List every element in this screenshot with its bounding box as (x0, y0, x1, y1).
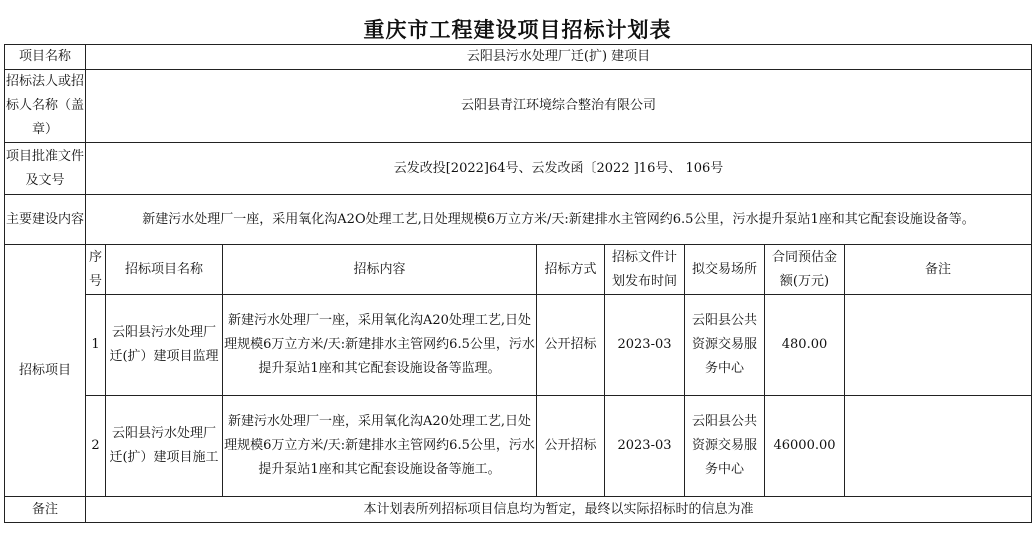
approval-label: 项目批准文件及文号 (5, 143, 86, 195)
header-seq: 序号 (86, 245, 106, 295)
project-name-value: 云阳县污水处理厂迁(扩) 建项目 (86, 45, 1032, 70)
item-name: 云阳县污水处理厂迁(扩）建项目施工 (106, 396, 223, 497)
item-venue: 云阳县公共资源交易服务中心 (685, 396, 765, 497)
document-title: 重庆市工程建设项目招标计划表 (363, 17, 672, 42)
tenderer-label: 招标法人或招标人名称（盖章） (5, 70, 86, 143)
item-method: 公开招标 (537, 295, 605, 396)
item-time: 2023-03 (605, 295, 685, 396)
approval-value: 云发改投[2022]64号、云发改函〔2022 ]16号、 106号 (86, 143, 1032, 195)
header-venue: 拟交易场所 (685, 245, 765, 295)
row-remark (5, 497, 1032, 523)
item-seq: 1 (86, 295, 106, 396)
item-method: 公开招标 (537, 396, 605, 497)
row-content (5, 195, 1032, 245)
remark-value: 本计划表所列招标项目信息均为暂定，最终以实际招标时的信息为准 (86, 497, 1032, 523)
item-content: 新建污水处理厂一座，采用氧化沟A20处理工艺,日处理规模6万立方米/天:新建排水主管网约6.5公里，污水提升泵站1座和其它配套设施设备等施工。 (223, 396, 537, 497)
content-value: 新建污水处理厂一座，采用氧化沟A2O处理工艺,日处理规模6万立方米/天:新建排水主管网约6.5公里，污水提升泵站1座和其它配套设施设备等。 (86, 195, 1032, 245)
header-publish-time: 招标文件计划发布时间 (605, 245, 685, 295)
header-content: 招标内容 (223, 245, 537, 295)
item-amount: 46000.00 (765, 396, 845, 497)
remark-label: 备注 (5, 497, 86, 523)
header-note: 备注 (845, 245, 1032, 295)
header-amount: 合同预估金额(万元) (765, 245, 845, 295)
table-row (5, 396, 1032, 497)
item-amount: 480.00 (765, 295, 845, 396)
tender-plan-table (4, 44, 1032, 523)
row-project-name (5, 45, 1032, 70)
header-method: 招标方式 (537, 245, 605, 295)
item-name: 云阳县污水处理厂迁(扩）建项目监理 (106, 295, 223, 396)
header-item-name: 招标项目名称 (106, 245, 223, 295)
row-tenderer (5, 70, 1032, 143)
tenderer-value: 云阳县青江环境综合整治有限公司 (86, 70, 1032, 143)
project-name-label: 项目名称 (5, 45, 86, 70)
tender-items-label: 招标项目 (5, 245, 86, 497)
item-time: 2023-03 (605, 396, 685, 497)
table-row (5, 295, 1032, 396)
item-venue: 云阳县公共资源交易服务中心 (685, 295, 765, 396)
item-seq: 2 (86, 396, 106, 497)
item-content: 新建污水处理厂一座，采用氧化沟A20处理工艺,日处理规模6万立方米/天:新建排水主管网约6.5公里，污水提升泵站1座和其它配套设施设备等监理。 (223, 295, 537, 396)
item-note (845, 295, 1032, 396)
item-note (845, 396, 1032, 497)
content-label: 主要建设内容 (5, 195, 86, 245)
row-item-headers (5, 245, 1032, 295)
row-approval (5, 143, 1032, 195)
